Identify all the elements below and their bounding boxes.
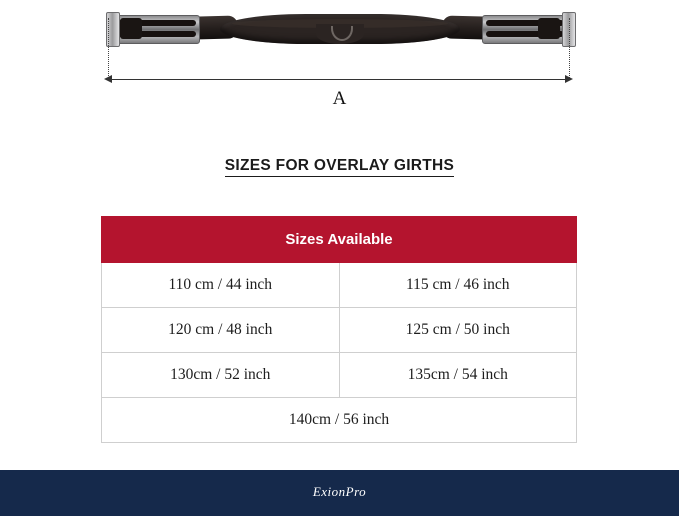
- size-cell-full: 140cm / 56 inch: [102, 398, 577, 443]
- size-cell: 130cm / 52 inch: [102, 353, 340, 398]
- table-row: [102, 308, 577, 353]
- dimension-line: [108, 79, 569, 80]
- size-cell: 110 cm / 44 inch: [102, 263, 340, 308]
- page-title-text: SIZES FOR OVERLAY GIRTHS: [225, 157, 454, 177]
- dimension-extension-left: [108, 18, 109, 80]
- size-cell: 135cm / 54 inch: [339, 353, 577, 398]
- sizes-table: [101, 216, 577, 443]
- size-cell: 115 cm / 46 inch: [339, 263, 577, 308]
- table-header-cell: Sizes Available: [102, 217, 577, 263]
- dimension-extension-right: [569, 18, 570, 80]
- table-row: [102, 353, 577, 398]
- table-row: [102, 398, 577, 443]
- arrow-left-icon: [104, 75, 112, 83]
- table-row: [102, 263, 577, 308]
- brand-logo: ExionPro: [312, 484, 367, 499]
- girth-tab-right: [538, 18, 560, 39]
- page-title: [0, 157, 679, 175]
- arrow-right-icon: [565, 75, 573, 83]
- size-cell: 125 cm / 50 inch: [339, 308, 577, 353]
- girth-graphic: [100, 6, 580, 52]
- size-cell: 120 cm / 48 inch: [102, 308, 340, 353]
- girth-tab-left: [120, 18, 142, 39]
- dimension-label: A: [332, 88, 347, 109]
- footer-bar: [0, 470, 679, 516]
- table-header-row: [102, 217, 577, 263]
- product-illustration: [0, 0, 679, 125]
